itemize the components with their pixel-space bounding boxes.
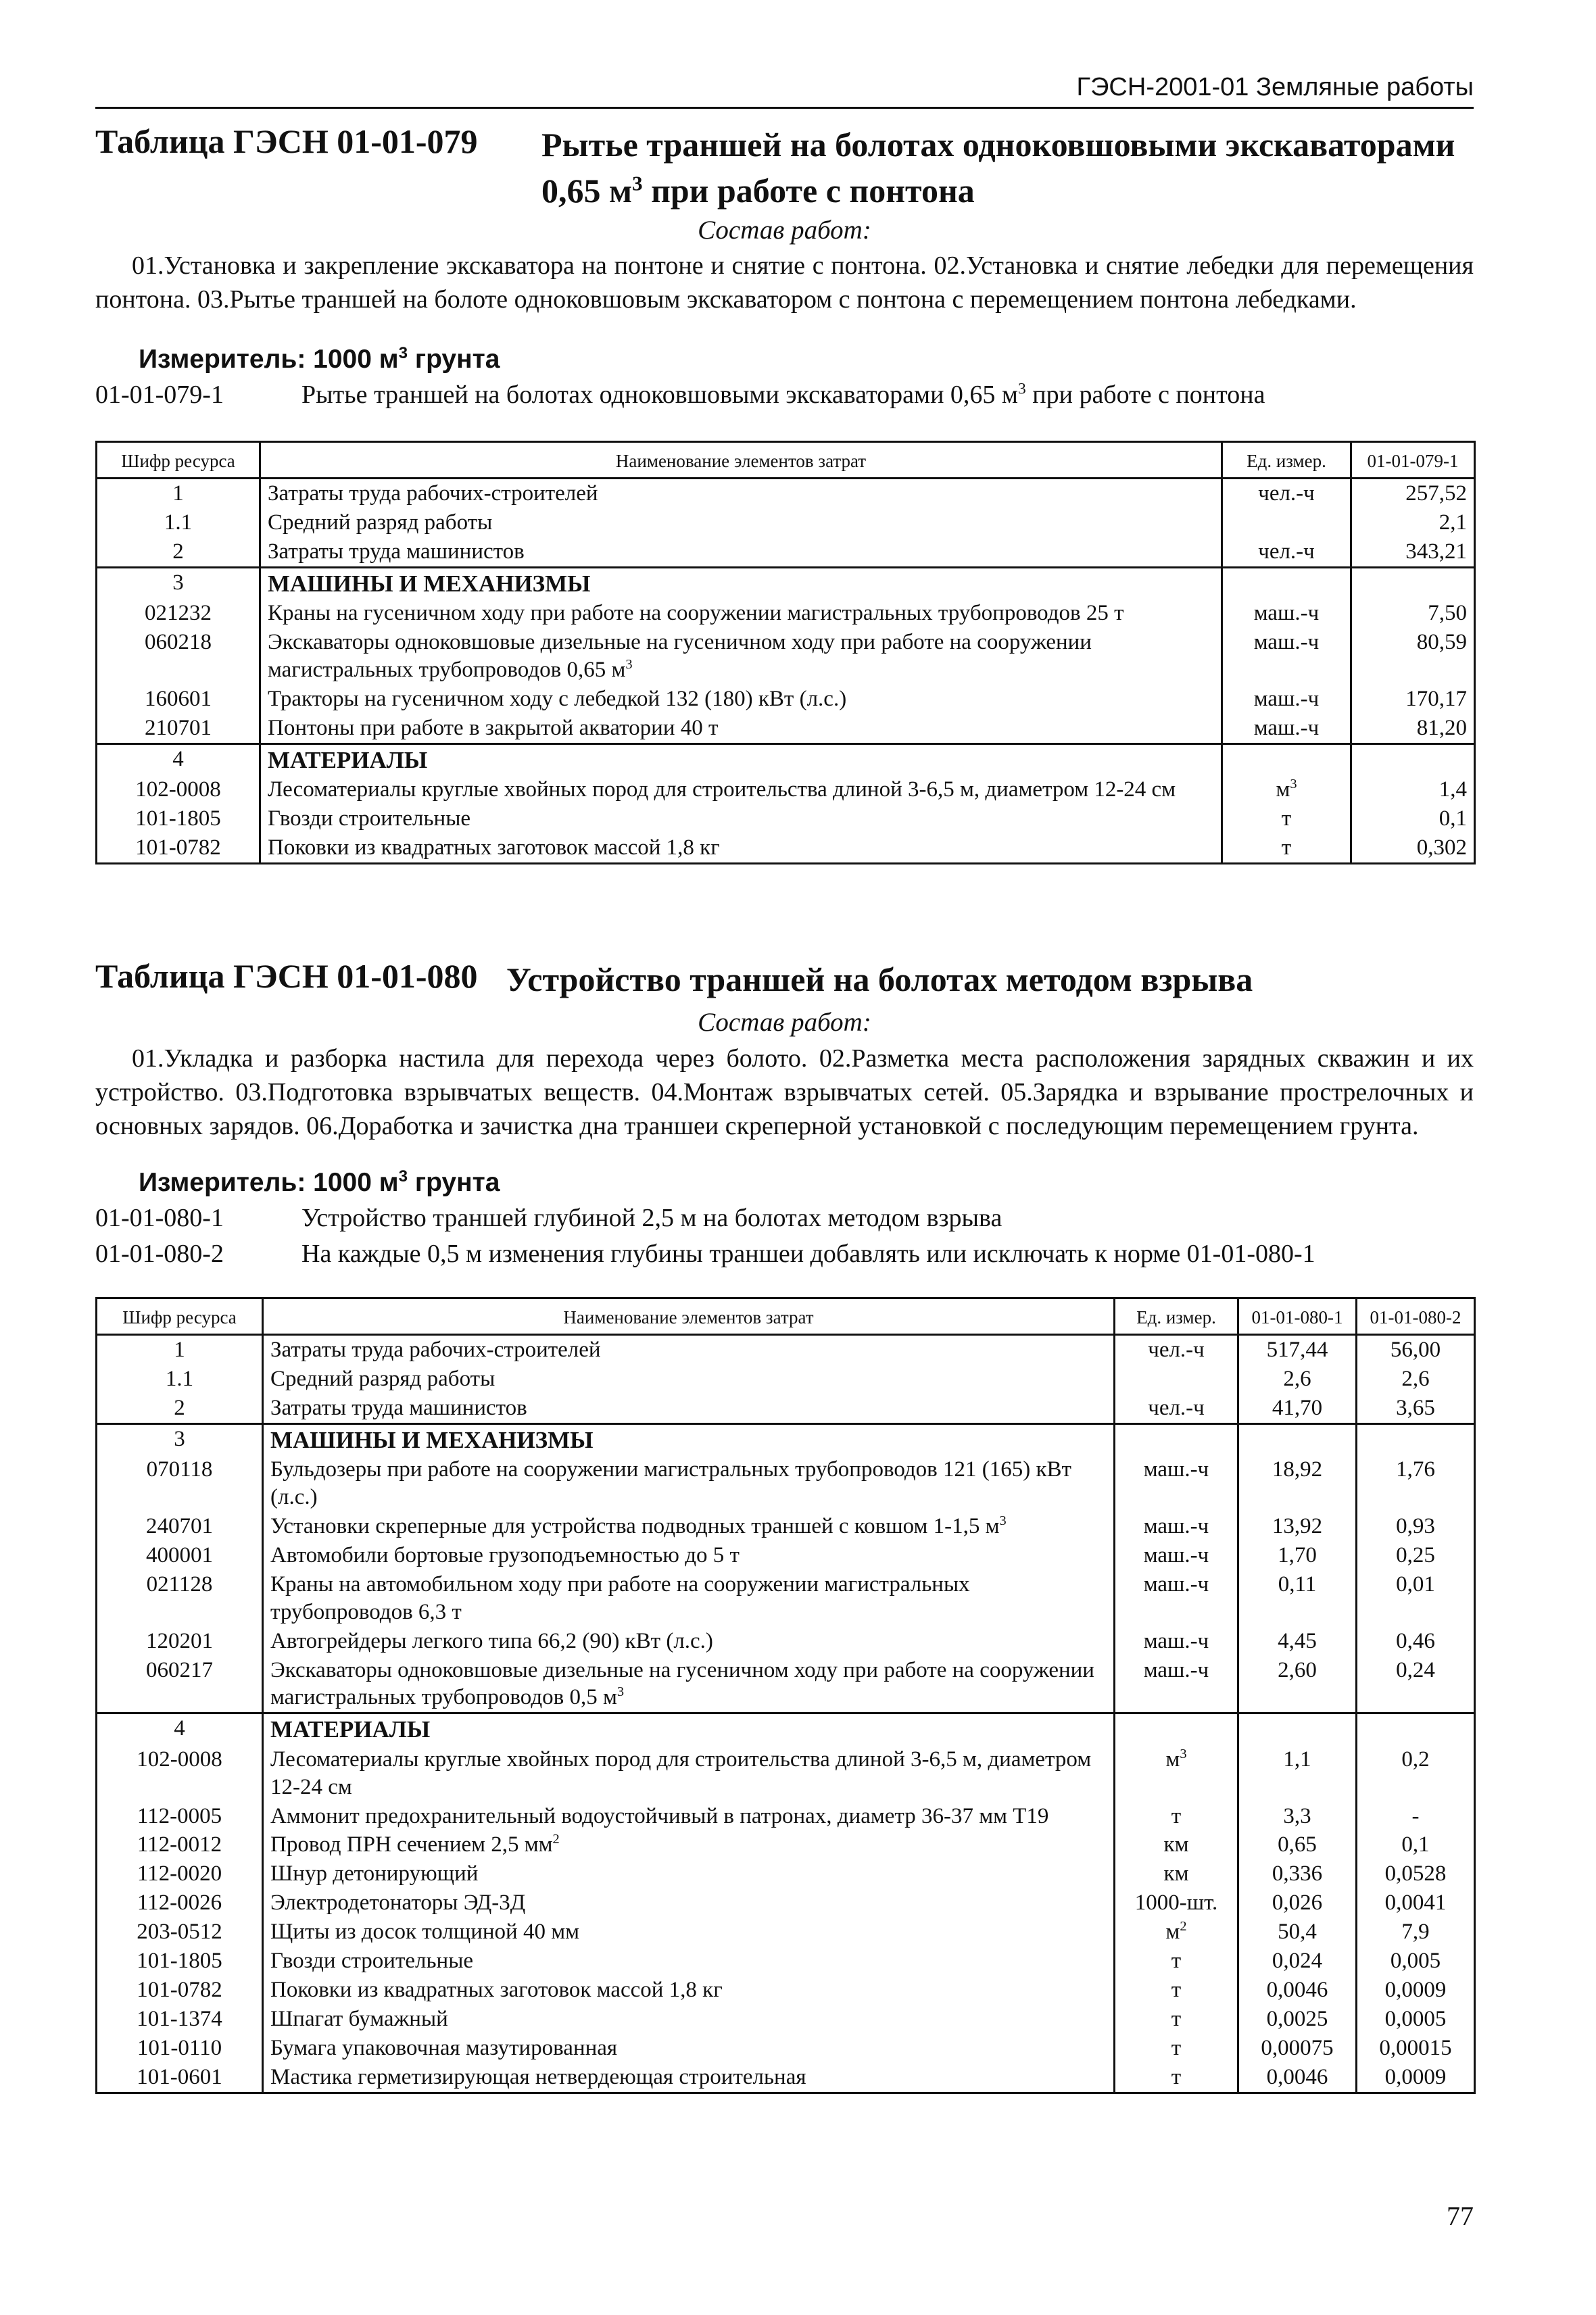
norm-code: 01-01-080-2 — [95, 1240, 224, 1268]
table-row — [97, 628, 1475, 685]
col-header-name: Наименование элементов затрат — [260, 442, 1222, 479]
unit-cell: маш.-ч — [1222, 628, 1351, 685]
col-header-unit: Ед. измер. — [1222, 442, 1351, 479]
unit-cell: чел.-ч — [1115, 1394, 1238, 1423]
norm-value-1: 0,0046 — [1238, 1976, 1357, 2005]
table-row — [97, 1455, 1475, 1512]
norm-value-1: 0,024 — [1238, 1947, 1357, 1976]
col-header-unit: Ед. измер. — [1115, 1298, 1238, 1335]
resource-name: Шнур детонирующий — [263, 1859, 1115, 1888]
resource-table-080 — [95, 1297, 1476, 2094]
table-row — [97, 1365, 1475, 1394]
unit-cell: маш.-ч — [1222, 714, 1351, 744]
table-row — [97, 804, 1475, 833]
norm-value-2: 0,0528 — [1357, 1859, 1475, 1888]
resource-code: 101-1805 — [97, 1947, 263, 1976]
resource-name: Гвозди строительные — [260, 804, 1222, 833]
table-row — [97, 1541, 1475, 1570]
unit-cell: маш.-ч — [1222, 685, 1351, 714]
table-row — [97, 1802, 1475, 1831]
resource-code: 2 — [97, 537, 260, 567]
unit-cell: т — [1115, 1802, 1238, 1831]
group-heading: МАШИНЫ И МЕХАНИЗМЫ — [263, 1423, 1115, 1455]
norm-value-1: 0,1 — [1351, 804, 1475, 833]
norm-code: 01-01-079-1 — [95, 381, 224, 409]
resource-code: 060217 — [97, 1656, 263, 1713]
norm-value-1: 0,0025 — [1238, 2005, 1357, 2034]
resource-name: Лесоматериалы круглые хвойных пород для строительства длиной 3-6,5 м, диаметром 12-24 см — [260, 775, 1222, 804]
norm-value-1: 0,0046 — [1238, 2063, 1357, 2093]
table-row — [97, 1335, 1475, 1365]
table-row — [97, 2063, 1475, 2093]
unit-cell: маш.-ч — [1115, 1512, 1238, 1541]
norm-value-2: 7,9 — [1357, 1918, 1475, 1947]
resource-code: 102-0008 — [97, 775, 260, 804]
resource-name: Затраты труда рабочих-строителей — [260, 479, 1222, 508]
unit-cell: $м^2$ — [1115, 1918, 1238, 1947]
norm-value-1 — [1351, 744, 1475, 775]
work-composition-text-079: 01.Установка и закрепление экскаватора на понтоне и снятие с понтона. 02.Установка и снятие лебедки для перемещения понтона. 03.Рытье траншей на болоте одноковшовым экскаватором с понтона с перемещением понтона лебедками. — [95, 251, 1474, 314]
unit-cell: чел.-ч — [1222, 537, 1351, 567]
table-079-code: Таблица ГЭСН 01-01-079 — [95, 122, 478, 160]
resource-code: 102-0008 — [97, 1745, 263, 1802]
norm-line-080-1 — [95, 1203, 1002, 1233]
table-row — [97, 599, 1475, 628]
resource-name: Поковки из квадратных заготовок массой 1,8 кг — [260, 833, 1222, 863]
page-number: 77 — [1447, 2201, 1474, 2231]
work-composition-label-080: Состав работ: — [698, 1008, 871, 1037]
table-row — [97, 1713, 1475, 1745]
norm-line-080-2 — [95, 1239, 1315, 1269]
norm-value-1: 13,92 — [1238, 1512, 1357, 1541]
resource-name: Шпагат бумажный — [263, 2005, 1115, 2034]
unit-cell: т — [1115, 1947, 1238, 1976]
norm-value-1 — [1238, 1713, 1357, 1745]
table-row — [97, 479, 1475, 508]
resource-code: 203-0512 — [97, 1918, 263, 1947]
table-row — [97, 537, 1475, 567]
unit-cell: маш.-ч — [1115, 1541, 1238, 1570]
norm-value-2: 0,00015 — [1357, 2034, 1475, 2063]
norm-value-1: 170,17 — [1351, 685, 1475, 714]
resource-code: 060218 — [97, 628, 260, 685]
norm-value-2: - — [1357, 1802, 1475, 1831]
resource-name: Понтоны при работе в закрытой акватории 40 т — [260, 714, 1222, 744]
norm-value-2: 0,0009 — [1357, 2063, 1475, 2093]
table-row — [97, 1423, 1475, 1455]
resource-name: Аммонит предохранительный водоустойчивый в патронах, диаметр 36-37 мм Т19 — [263, 1802, 1115, 1831]
col-header-name: Наименование элементов затрат — [263, 1298, 1115, 1335]
resource-code: 021232 — [97, 599, 260, 628]
table-row — [97, 1745, 1475, 1802]
table-row — [97, 2034, 1475, 2063]
unit-cell — [1115, 1713, 1238, 1745]
norm-value-2: 0,25 — [1357, 1541, 1475, 1570]
resource-name: Краны на гусеничном ходу при работе на сооружении магистральных трубопроводов 25 т — [260, 599, 1222, 628]
col-header-norm: 01-01-079-1 — [1351, 442, 1475, 479]
unit-cell: т — [1222, 804, 1351, 833]
resource-name: Средний разряд работы — [260, 508, 1222, 537]
table-header-row — [97, 1298, 1475, 1335]
norm-value-2: 0,46 — [1357, 1627, 1475, 1656]
norm-value-1: 3,3 — [1238, 1802, 1357, 1831]
resource-name: Затраты труда машинистов — [260, 537, 1222, 567]
unit-cell: $м^3$ — [1222, 775, 1351, 804]
norm-value-2: 0,93 — [1357, 1512, 1475, 1541]
unit-cell — [1222, 508, 1351, 537]
unit-cell: чел.-ч — [1222, 479, 1351, 508]
norm-value-2: 0,0009 — [1357, 1976, 1475, 2005]
norm-value-1: 0,11 — [1238, 1570, 1357, 1627]
table-079-title: Рытье траншей на болотах одноковшовыми экскаваторами 0,65 $м^3$ при работе с понтона — [541, 126, 1455, 210]
resource-name: Бульдозеры при работе на сооружении магистральных трубопроводов 121 (165) кВт (л.с.) — [263, 1455, 1115, 1512]
resource-name: Затраты труда рабочих-строителей — [263, 1335, 1115, 1365]
resource-name: Краны на автомобильном ходу при работе на сооружении магистральных трубопроводов 6,3 т — [263, 1570, 1115, 1627]
resource-code: 1.1 — [97, 1365, 263, 1394]
resource-code: 112-0020 — [97, 1859, 263, 1888]
norm-value-1: 0,00075 — [1238, 2034, 1357, 2063]
resource-name: Затраты труда машинистов — [263, 1394, 1115, 1423]
resource-name: Щиты из досок толщиной 40 мм — [263, 1918, 1115, 1947]
resource-name: Лесоматериалы круглые хвойных пород для строительства длиной 3-6,5 м, диаметром 12-24 см — [263, 1745, 1115, 1802]
norm-value-1: 0,302 — [1351, 833, 1475, 863]
group-heading: МАТЕРИАЛЫ — [263, 1713, 1115, 1745]
norm-value-1: 1,4 — [1351, 775, 1475, 804]
unit-cell: $м^3$ — [1115, 1745, 1238, 1802]
table-row — [97, 1830, 1475, 1859]
measure-079: Измеритель: 1000 $м^3$ грунта — [139, 344, 500, 374]
norm-value-2 — [1357, 1423, 1475, 1455]
resource-name: Автогрейдеры легкого типа 66,2 (90) кВт (л.с.) — [263, 1627, 1115, 1656]
unit-cell — [1115, 1365, 1238, 1394]
norm-text: Устройство траншей глубиной 2,5 м на болотах методом взрыва — [301, 1204, 1002, 1232]
table-row — [97, 1394, 1475, 1423]
norm-line-079-1: 01-01-079-1 Рытье траншей на болотах одноковшовыми экскаваторами 0,65 $м^3$ при работе с понтона — [95, 380, 1265, 409]
resource-code: 101-0110 — [97, 2034, 263, 2063]
col-header-norm-1: 01-01-080-1 — [1238, 1298, 1357, 1335]
norm-value-2 — [1357, 1713, 1475, 1745]
resource-code: 160601 — [97, 685, 260, 714]
norm-value-2: 3,65 — [1357, 1394, 1475, 1423]
unit-cell: маш.-ч — [1115, 1627, 1238, 1656]
unit-cell: т — [1115, 2063, 1238, 2093]
norm-value-2: 0,2 — [1357, 1745, 1475, 1802]
norm-value-1: 0,65 — [1238, 1830, 1357, 1859]
group-heading: МАШИНЫ И МЕХАНИЗМЫ — [260, 567, 1222, 599]
norm-value-2: 0,24 — [1357, 1656, 1475, 1713]
norm-value-1 — [1238, 1423, 1357, 1455]
table-079-title-line1: Рытье траншей на болотах одноковшовыми экскаваторами — [541, 126, 1455, 164]
group-heading: МАТЕРИАЛЫ — [260, 744, 1222, 775]
norm-value-1: 0,026 — [1238, 1888, 1357, 1918]
norm-value-1: 18,92 — [1238, 1455, 1357, 1512]
norm-value-1: 257,52 — [1351, 479, 1475, 508]
resource-code: 101-1805 — [97, 804, 260, 833]
norm-value-2: 0,1 — [1357, 1830, 1475, 1859]
norm-value-1: 81,20 — [1351, 714, 1475, 744]
table-row — [97, 685, 1475, 714]
resource-name: Мастика герметизирующая нетвердеющая строительная — [263, 2063, 1115, 2093]
resource-name: Экскаваторы одноковшовые дизельные на гусеничном ходу при работе на сооружении магистральных трубопроводов 0,5 $м^3$ — [263, 1656, 1115, 1713]
resource-code: 101-1374 — [97, 2005, 263, 2034]
resource-name: Гвозди строительные — [263, 1947, 1115, 1976]
unit-cell: т — [1115, 1976, 1238, 2005]
resource-code: 3 — [97, 1423, 263, 1455]
norm-text: На каждые 0,5 м изменения глубины траншеи добавлять или исключать к норме 01-01-080-1 — [301, 1240, 1315, 1268]
norm-value-1: 1,1 — [1238, 1745, 1357, 1802]
resource-code: 4 — [97, 1713, 263, 1745]
resource-code: 021128 — [97, 1570, 263, 1627]
unit-cell: маш.-ч — [1115, 1570, 1238, 1627]
table-row — [97, 1888, 1475, 1918]
resource-name: Средний разряд работы — [263, 1365, 1115, 1394]
resource-code: 101-0782 — [97, 1976, 263, 2005]
unit-cell: т — [1115, 2005, 1238, 2034]
unit-cell: маш.-ч — [1115, 1656, 1238, 1713]
resource-name: Электродетонаторы ЭД-3Д — [263, 1888, 1115, 1918]
col-header-norm-2: 01-01-080-2 — [1357, 1298, 1475, 1335]
work-composition-text-080: 01.Укладка и разборка настила для перехода через болото. 02.Разметка места расположения зарядных скважин и их устройство. 03.Подготовка взрывчатых веществ. 04.Монтаж взрывчатых сетей. 05.Зарядка и взрывание прострелочных и основных зарядов. 06.Доработка и зачистка дна траншеи скреперной установкой с последующим перемещением грунта. — [95, 1044, 1474, 1141]
norm-value-1: 80,59 — [1351, 628, 1475, 685]
norm-value-2: 1,76 — [1357, 1455, 1475, 1512]
table-row — [97, 1976, 1475, 2005]
table-row — [97, 1512, 1475, 1541]
resource-table-079 — [95, 441, 1476, 864]
table-row — [97, 833, 1475, 863]
resource-name: Провод ПРН сечением 2,5 $мм^2$ — [263, 1830, 1115, 1859]
resource-code: 3 — [97, 567, 260, 599]
unit-cell: км — [1115, 1830, 1238, 1859]
resource-name: Установки скреперные для устройства подводных траншей с ковшом 1-1,5 $м^3$ — [263, 1512, 1115, 1541]
norm-value-1: 1,70 — [1238, 1541, 1357, 1570]
unit-cell — [1222, 744, 1351, 775]
table-row — [97, 1859, 1475, 1888]
resource-code: 1 — [97, 479, 260, 508]
table-row — [97, 508, 1475, 537]
norm-value-1: 50,4 — [1238, 1918, 1357, 1947]
table-header-row — [97, 442, 1475, 479]
norm-value-1: 41,70 — [1238, 1394, 1357, 1423]
table-080-title: Устройство траншей на болотах методом взрыва — [506, 960, 1253, 998]
resource-name: Поковки из квадратных заготовок массой 1,8 кг — [263, 1976, 1115, 2005]
resource-code: 210701 — [97, 714, 260, 744]
norm-code: 01-01-080-1 — [95, 1204, 224, 1232]
resource-name: Экскаваторы одноковшовые дизельные на гусеничном ходу при работе на сооружении магистральных трубопроводов 0,65 $м^3$ — [260, 628, 1222, 685]
norm-value-2: 0,01 — [1357, 1570, 1475, 1627]
resource-code: 1.1 — [97, 508, 260, 537]
norm-value-2: 56,00 — [1357, 1335, 1475, 1365]
unit-cell: маш.-ч — [1115, 1455, 1238, 1512]
norm-value-1: 343,21 — [1351, 537, 1475, 567]
resource-code: 2 — [97, 1394, 263, 1423]
table-row — [97, 567, 1475, 599]
resource-code: 120201 — [97, 1627, 263, 1656]
work-composition-label-079: Состав работ: — [698, 216, 871, 245]
resource-code: 4 — [97, 744, 260, 775]
measure-080: Измеритель: 1000 $м^3$ грунта — [139, 1167, 500, 1197]
resource-name: Тракторы на гусеничном ходу с лебедкой 132 (180) кВт (л.с.) — [260, 685, 1222, 714]
table-row — [97, 775, 1475, 804]
table-row — [97, 744, 1475, 775]
table-row — [97, 1947, 1475, 1976]
col-header-code: Шифр ресурса — [97, 1298, 263, 1335]
norm-value-1 — [1351, 567, 1475, 599]
col-header-code: Шифр ресурса — [97, 442, 260, 479]
resource-code: 400001 — [97, 1541, 263, 1570]
resource-name: Автомобили бортовые грузоподъемностью до 5 т — [263, 1541, 1115, 1570]
header-rule — [95, 107, 1474, 109]
resource-code: 101-0782 — [97, 833, 260, 863]
norm-value-2: 0,005 — [1357, 1947, 1475, 1976]
norm-value-1: 0,336 — [1238, 1859, 1357, 1888]
resource-code: 112-0026 — [97, 1888, 263, 1918]
unit-cell: 1000-шт. — [1115, 1888, 1238, 1918]
resource-name: Бумага упаковочная мазутированная — [263, 2034, 1115, 2063]
table-row — [97, 1627, 1475, 1656]
resource-code: 112-0005 — [97, 1802, 263, 1831]
norm-value-2: 0,0005 — [1357, 2005, 1475, 2034]
unit-cell — [1222, 567, 1351, 599]
resource-code: 112-0012 — [97, 1830, 263, 1859]
norm-value-1: 517,44 — [1238, 1335, 1357, 1365]
norm-value-1: 2,1 — [1351, 508, 1475, 537]
norm-value-1: 7,50 — [1351, 599, 1475, 628]
unit-cell: маш.-ч — [1222, 599, 1351, 628]
resource-code: 240701 — [97, 1512, 263, 1541]
norm-value-2: 0,0041 — [1357, 1888, 1475, 1918]
table-row — [97, 1570, 1475, 1627]
unit-cell: км — [1115, 1859, 1238, 1888]
resource-code: 1 — [97, 1335, 263, 1365]
table-row — [97, 714, 1475, 744]
unit-cell: чел.-ч — [1115, 1335, 1238, 1365]
unit-cell: т — [1115, 2034, 1238, 2063]
unit-cell: т — [1222, 833, 1351, 863]
norm-value-2: 2,6 — [1357, 1365, 1475, 1394]
norm-value-1: 4,45 — [1238, 1627, 1357, 1656]
norm-value-1: 2,60 — [1238, 1656, 1357, 1713]
norm-value-1: 2,6 — [1238, 1365, 1357, 1394]
resource-code: 070118 — [97, 1455, 263, 1512]
table-row — [97, 1918, 1475, 1947]
unit-cell — [1115, 1423, 1238, 1455]
resource-code: 101-0601 — [97, 2063, 263, 2093]
running-header: ГЭСН-2001-01 Земляные работы — [1076, 73, 1474, 101]
table-row — [97, 2005, 1475, 2034]
table-080-code: Таблица ГЭСН 01-01-080 — [95, 957, 478, 995]
table-row — [97, 1656, 1475, 1713]
